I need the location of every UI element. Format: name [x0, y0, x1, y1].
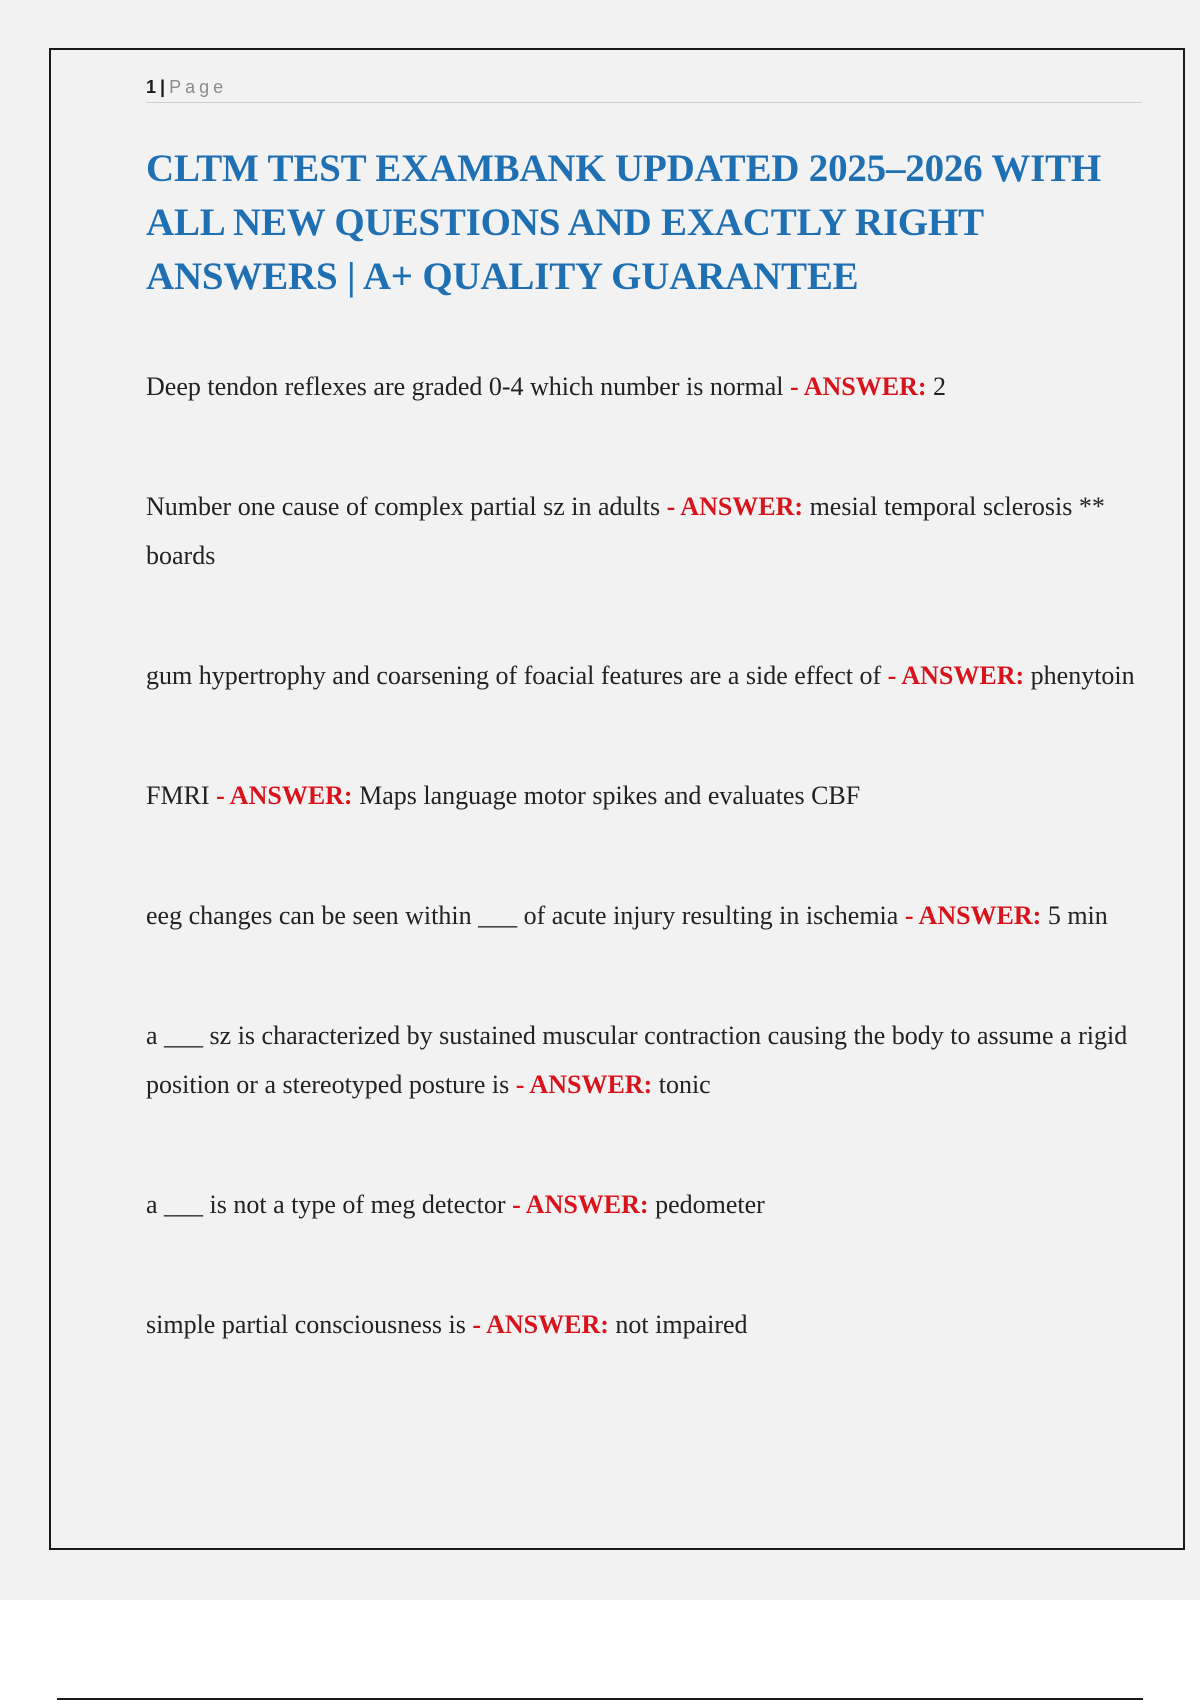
answer-text: phenytoin: [1030, 661, 1135, 690]
qa-item: [146, 1300, 1136, 1349]
answer-text: tonic: [658, 1070, 711, 1099]
qa-list: [146, 362, 1136, 1349]
answer-text: Maps language motor spikes and evaluates CBF: [359, 781, 861, 810]
qa-item: [146, 482, 1136, 580]
document-page: [49, 48, 1185, 1550]
answer-label: - ANSWER:: [887, 661, 1025, 690]
next-page-area: [0, 1600, 1200, 1700]
answer-label: - ANSWER:: [216, 781, 353, 810]
question-text: FMRI: [146, 781, 210, 810]
page-header: [146, 72, 1142, 103]
answer-label: - ANSWER:: [472, 1310, 609, 1339]
answer-text: pedometer: [655, 1190, 765, 1219]
question-text: eeg changes can be seen within ___ of acute injury resulting in ischemia: [146, 901, 899, 930]
answer-label: - ANSWER:: [515, 1070, 653, 1099]
answer-text: mesial temporal sclerosis ** boards: [146, 492, 1105, 570]
question-text: a ___ is not a type of meg detector: [146, 1190, 506, 1219]
qa-item: [146, 771, 1136, 820]
qa-item: [146, 1180, 1136, 1229]
answer-label: - ANSWER:: [666, 492, 804, 521]
answer-text: 2: [933, 372, 946, 401]
answer-label: - ANSWER:: [512, 1190, 649, 1219]
question-text: simple partial consciousness is: [146, 1310, 466, 1339]
answer-label: - ANSWER:: [904, 901, 1042, 930]
qa-item: [146, 651, 1136, 700]
page-number: 1: [146, 77, 157, 97]
qa-item: [146, 1011, 1136, 1109]
qa-item: [146, 891, 1136, 940]
answer-label: - ANSWER:: [789, 372, 927, 401]
answer-text: not impaired: [615, 1310, 748, 1339]
document-title: CLTM TEST EXAMBANK UPDATED 2025–2026 WITH ALL NEW QUESTIONS AND EXACTLY RIGHT ANSWERS | A+ QUALITY GUARANTEE: [146, 147, 1102, 298]
question-text: a ___ sz is characterized by sustained muscular contraction causing the body to assume a rigid position or a stereotyped posture is: [146, 1021, 1128, 1099]
question-text: Number one cause of complex partial sz in adults: [146, 492, 661, 521]
question-text: Deep tendon reflexes are graded 0-4 which number is normal: [146, 372, 784, 401]
answer-text: 5 min: [1047, 901, 1108, 930]
page-label: Page: [169, 77, 228, 97]
question-text: gum hypertrophy and coarsening of foacial features are a side effect of: [146, 661, 882, 690]
page-separator: |: [160, 77, 166, 97]
qa-item: [146, 362, 1136, 411]
